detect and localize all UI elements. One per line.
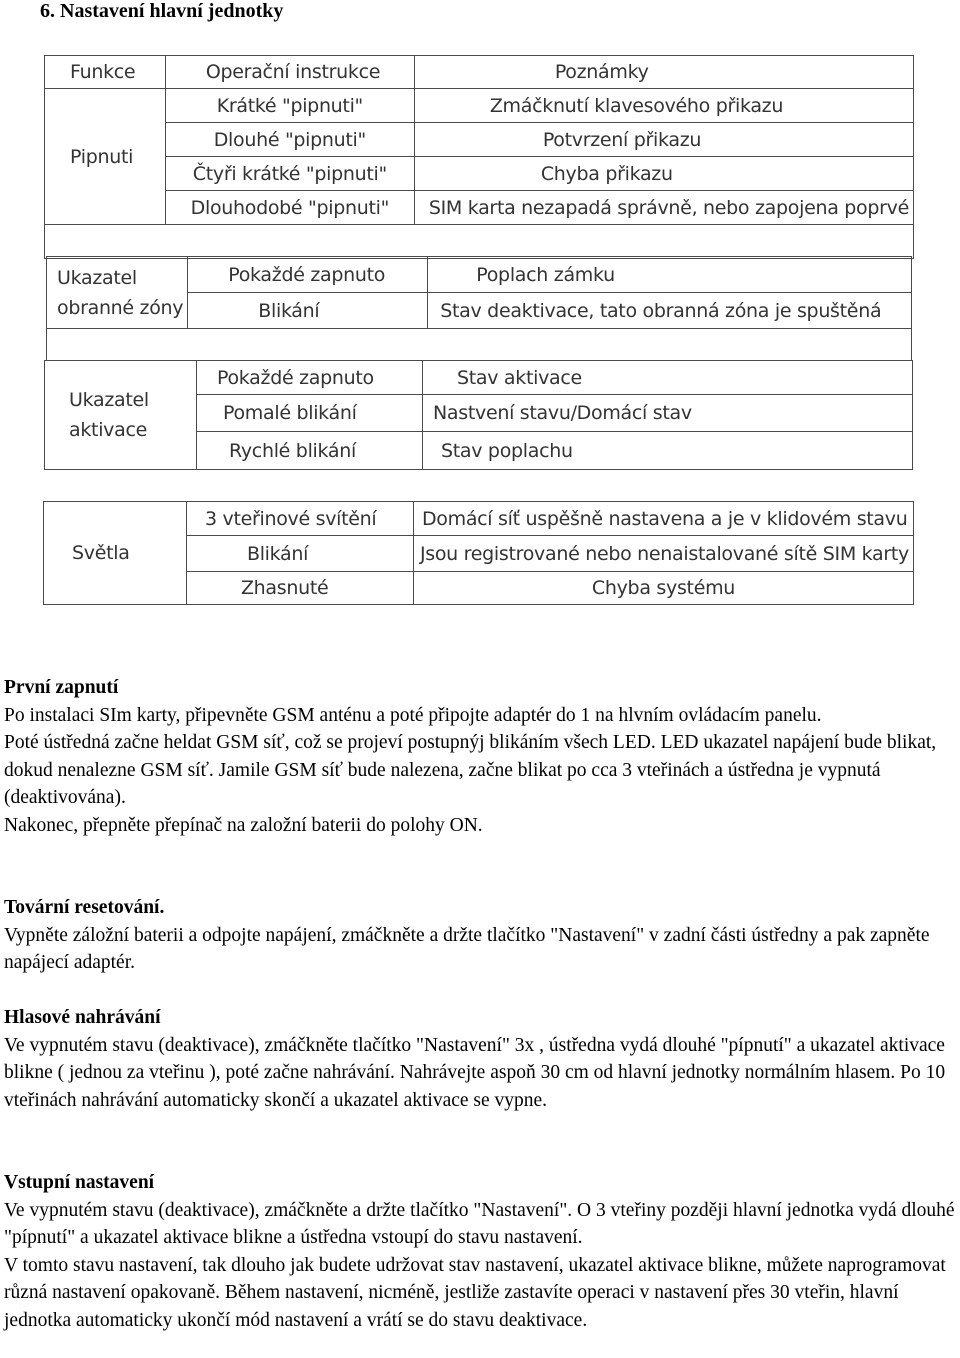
note-cell: Chyba přikazu [414, 157, 913, 191]
section-title: Hlasové nahrávání [4, 1007, 161, 1028]
input-settings-section [4, 1169, 960, 1334]
instruction-cell: Blikání [188, 293, 428, 329]
note-cell: Stav poplachu [423, 432, 913, 470]
beep-group-label: Pipnuti [45, 89, 166, 225]
note-cell: Potvrzení přikazu [414, 123, 913, 157]
note-cell: Domácí síť uspěšně nastavena a je v klidovém stavu [413, 502, 913, 536]
table-row [45, 361, 913, 395]
instruction-cell: Blikání [186, 536, 413, 572]
instruction-cell: Krátké "pipnuti" [165, 89, 414, 123]
paragraph: Nakonec, přepněte přepínač na založní baterii do polohy ON. [4, 814, 483, 836]
voice-recording-section [4, 1004, 960, 1114]
activation-indicator-table [44, 360, 913, 470]
instruction-cell: Pokaždé zapnuto [188, 257, 428, 293]
note-cell: Poplach zámku [428, 257, 912, 293]
header-notes: Poznámky [414, 56, 913, 89]
header-instruction: Operační instrukce [165, 56, 414, 89]
table-row-empty [47, 329, 912, 361]
note-cell: SIM karta nezapadá správně, nebo zapojena poprvé [414, 191, 913, 225]
section-title: Tovární resetování. [4, 897, 165, 918]
paragraph: Po instalaci SIm karty, připevněte GSM anténu a poté připojte adaptér do 1 na hlvním ovládacím panelu. [4, 704, 822, 726]
paragraph: Poté ústředná začne heldat GSM síť, což se projeví postupnýj blikáním všech LED. LED ukazatel napájení bude blikat, dokud nenalezne GSM síť. Jamile GSM síť bude nalezena, začne blikat po cca 3 vteřinách a ústředna je vypnutá (deaktivována). [4, 732, 937, 808]
section-title: Vstupní nastavení [4, 1172, 155, 1193]
zone-indicator-label [47, 257, 188, 329]
activation-indicator-label [45, 361, 197, 470]
paragraph: Vypněte záložní baterii a odpojte napájení, zmáčkněte a držte tlačítko "Nastavení" v zadní části ústředny a pak zapněte napájecí adaptér. [4, 924, 930, 973]
factory-reset-section [4, 894, 960, 977]
paragraph: V tomto stavu nastavení, tak dlouho jak budete udržovat stav nastavení, ukazatel aktivace blikne, můžete naprogramovat různá nastavení opakovaně. Během nastavení, nicméně, jestliže zastavíte operaci v nastavení přes 30 vteřin, hlavní jednotka automaticky ukončí mód nastavení a vrátí se do stavu deaktivace. [4, 1254, 946, 1331]
section-heading: 6. Nastavení hlavní jednotky [40, 0, 284, 22]
table-row [47, 257, 912, 293]
instruction-cell: Dlouhé "pipnuti" [165, 123, 414, 157]
table-row [44, 502, 914, 536]
lights-table [43, 501, 914, 605]
note-cell: Jsou registrované nebo nenaistalované sítě SIM karty [413, 536, 913, 572]
note-cell: Stav aktivace [423, 361, 913, 395]
instruction-cell: Pokaždé zapnuto [197, 361, 423, 395]
instruction-cell: Dlouhodobé "pipnuti" [165, 191, 414, 225]
table-row [45, 89, 914, 123]
table-row [45, 123, 914, 157]
instruction-cell: Pomalé blikání [197, 395, 423, 432]
instruction-cell: Rychlé blikání [197, 432, 423, 470]
lights-label: Světla [44, 502, 187, 605]
note-cell: Stav deaktivace, tato obranná zóna je spuštěná [428, 293, 912, 329]
label-line: Ukazatel [69, 389, 149, 411]
label-line: aktivace [69, 419, 147, 441]
table-row [45, 157, 914, 191]
paragraph: Ve vypnutém stavu (deaktivace), zmáčkněte tlačítko "Nastavení" 3x , ústředna vydá dlouhé "pípnutí" a ukazatel aktivace blikne ( jednou za vteřinu ), poté začne nahrávání. Nahrávejte aspoň 30 cm od hlavní jednotky normálním hlasem. Po 10 vteřinách nahrávání automaticky skončí a ukazatel aktivace se vypne. [4, 1034, 946, 1111]
label-line: obranné zóny [57, 296, 184, 319]
first-power-on-section [4, 674, 960, 839]
table-row-empty [45, 225, 914, 259]
section-title: První zapnutí [4, 677, 119, 698]
note-cell: Chyba systému [413, 572, 913, 605]
table-row [45, 191, 914, 225]
label-line: Ukazatel [57, 266, 137, 289]
header-function: Funkce [45, 56, 166, 89]
instruction-cell: Čtyři krátké "pipnuti" [165, 157, 414, 191]
paragraph: Ve vypnutém stavu (deaktivace), zmáčkněte a držte tlačítko "Nastavení". O 3 vteřiny později hlavní jednotka vydá dlouhé "pípnutí" a ukazatel aktivace blikne a ústředna vstoupí do stavu nastavení. [4, 1199, 955, 1248]
instruction-cell: 3 vteřinové svítění [186, 502, 413, 536]
beep-table [44, 55, 914, 259]
instruction-cell: Zhasnuté [186, 572, 413, 605]
note-cell: Zmáčknutí klavesového přikazu [414, 89, 913, 123]
table-header-row [45, 56, 914, 89]
zone-indicator-table [46, 256, 912, 361]
note-cell: Nastvení stavu/Domácí stav [423, 395, 913, 432]
